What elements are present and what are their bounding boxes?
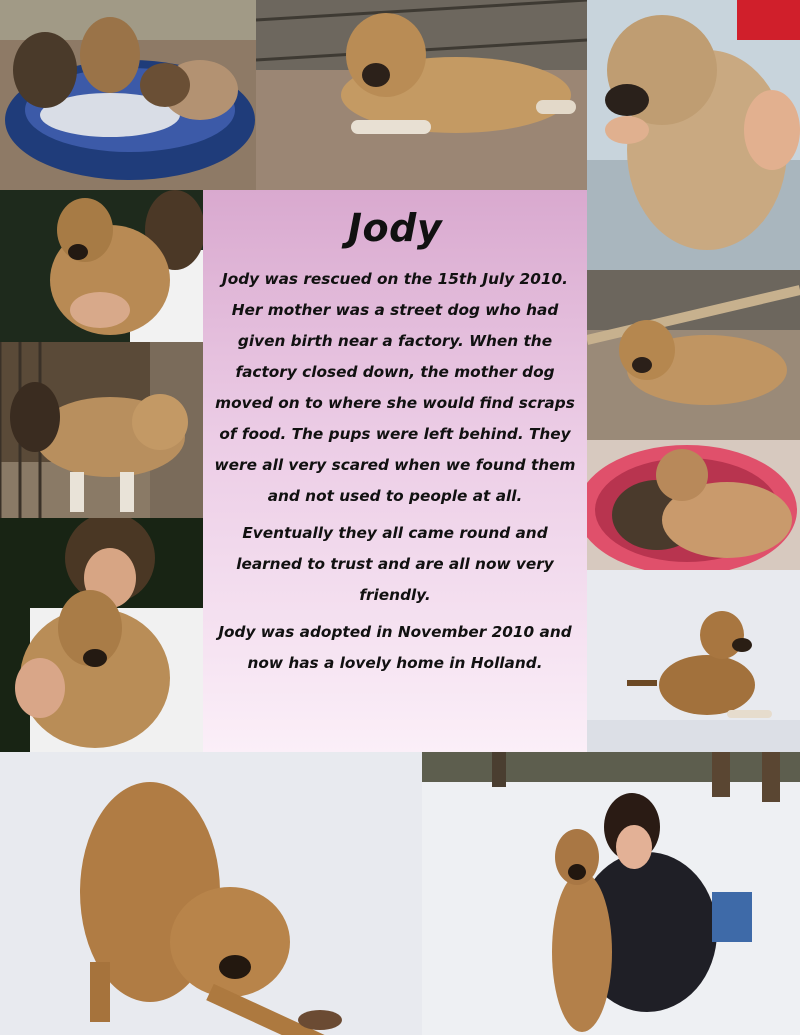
photo-dogs-in-pen [0,342,207,518]
photo-boy-hugging-jody [0,518,203,752]
photo-jody-playing-in-snow [0,752,422,1035]
photo-puppies-in-bed [0,0,256,190]
story-paragraph-adoption: Jody was adopted in November 2010 and now has a lovely home in Holland. [218,623,572,672]
photo-pups-in-pink-basin [587,440,800,570]
photo-jody-lying-on-ground [256,0,587,190]
story-paragraph-trust: Eventually they all came round and learned to trust and are all now very friendly. [236,524,554,604]
story-panel [203,190,587,752]
photo-jody-resting-by-fence [587,270,800,440]
photo-jody-held-close [587,0,800,270]
story-paragraph-rescue: Jody was rescued on the 15th July 2010. Her mother was a street dog who had given birth near a factory. When the factory closed down, the mother dog moved on to where she would find scraps of food. The pups were left behind. They were all very scared when we found them and not used to people at all. [214,270,576,505]
photo-jody-lying-in-snow [587,570,800,752]
page-title: Jody [347,206,443,250]
photo-jody-held-by-boy [0,190,207,342]
photo-jody-with-new-owner [422,752,800,1035]
